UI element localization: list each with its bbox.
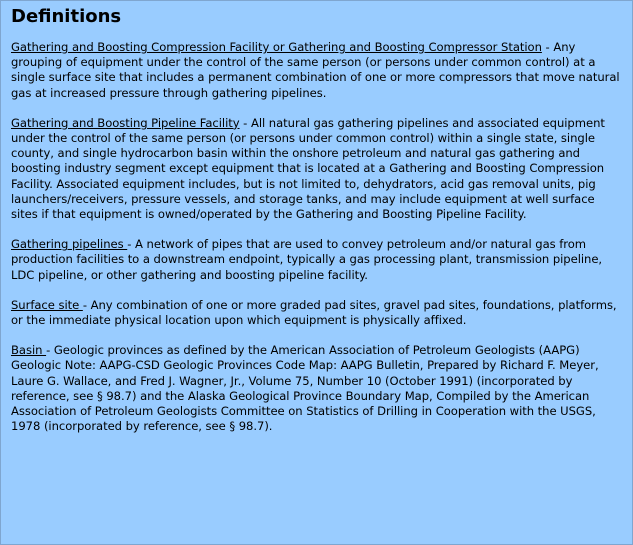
definition-separator: -	[127, 237, 135, 252]
definition-item	[11, 237, 623, 283]
definition-term: Gathering pipelines	[11, 237, 128, 252]
definition-text: Any combination of one or more graded pad sites, gravel pad sites, foundations, platforms, or the immediate physical location upon which equipment is physically affixed.	[11, 297, 617, 328]
definition-term: Gathering and Boosting Pipeline Facility	[11, 115, 240, 130]
definition-item	[11, 40, 623, 101]
definition-term: Surface site	[11, 297, 83, 312]
definition-text: Geologic provinces as defined by the American Association of Petroleum Geologists (AAPG) Geologic Note: AAPG-CSD Geologic Provinces Code Map: AAPG Bulletin, Prepared by Richard F. Meyer, Laure G. Wallace, and Fred J. Wagner, Jr., Volume 75, Number 10 (October 1991) (incorporated by reference, see § 98.7) and the Alaska Geological Province Boundary Map, Compiled by the American Association of Petroleum Geologists Committee on Statistics of Drilling in Cooperation with the USGS, 1978 (incorporated by reference, see § 98.7).	[11, 343, 599, 434]
definition-text: Any grouping of equipment under the control of the same person (or persons under common control) at a single surface site that includes a permanent combination of one or more compressors that move natural gas at increased pressure through gathering pipelines.	[11, 40, 620, 100]
definition-item	[11, 343, 623, 434]
page-title: Definitions	[11, 6, 122, 27]
definition-term: Basin	[11, 343, 47, 358]
definition-text: A network of pipes that are used to convey petroleum and/or natural gas from production facilities to a downstream endpoint, typically a gas processing plant, transmission pipeline, LDC pipeline, or other gathering and boosting pipeline facility.	[11, 237, 603, 282]
definition-separator: -	[46, 343, 54, 358]
definition-text: All natural gas gathering pipelines and associated equipment under the control of the same person (or persons under common control) within a single state, single county, and single hydrocarbon basin within the onshore petroleum and natural gas gathering and boosting industry segment except equipment that is located at a Gathering and Boosting Compression Facility. Associated equipment includes, but is not limited to, dehydrators, acid gas removal units, pig launchers/receivers, pressure vessels, and storage tanks, and may include equipment at well surface sites if that equipment is owned/operated by the Gathering and Boosting Pipeline Facility.	[11, 115, 605, 222]
definition-item	[11, 298, 623, 328]
definition-item	[11, 116, 623, 222]
definitions-list	[11, 40, 623, 434]
definition-separator: -	[82, 297, 91, 312]
definition-separator: -	[239, 115, 251, 130]
definitions-content	[11, 6, 623, 449]
definition-separator: -	[541, 40, 554, 54]
definition-term: Gathering and Boosting Compression Facility or Gathering and Boosting Compressor Station	[11, 40, 542, 54]
